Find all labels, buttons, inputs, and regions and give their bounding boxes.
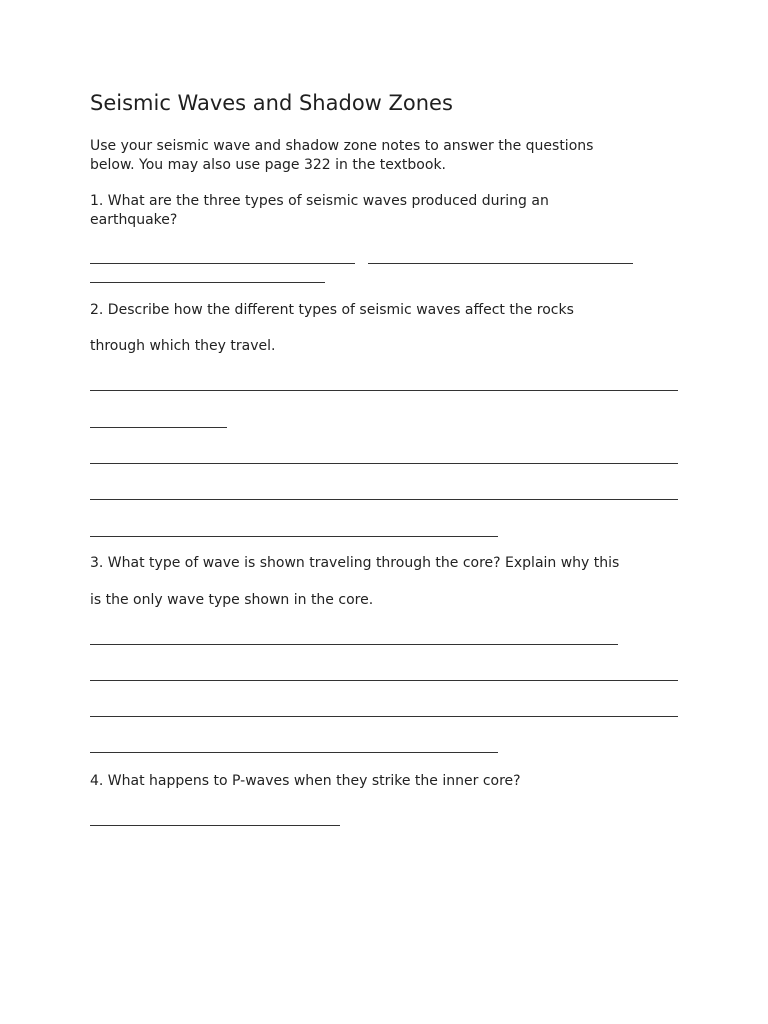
answer-line-q2-e <box>90 536 498 537</box>
answer-line-q1-c <box>90 282 325 283</box>
answer-line-q3-c <box>90 716 678 717</box>
instructions-line-1: Use your seismic wave and shadow zone notes to answer the questions <box>90 138 594 154</box>
answer-line-q2-d <box>90 499 678 500</box>
answer-line-q4-a <box>90 825 340 826</box>
answer-line-q2-c <box>90 463 678 464</box>
question-3-line-1: 3. What type of wave is shown traveling through the core? Explain why this <box>90 555 620 571</box>
page-title: Seismic Waves and Shadow Zones <box>90 91 453 115</box>
answer-line-q3-d <box>90 752 498 753</box>
question-1-line-1: 1. What are the three types of seismic waves produced during an <box>90 193 549 209</box>
answer-line-q2-b <box>90 427 227 428</box>
answer-line-q3-b <box>90 680 678 681</box>
answer-line-q1-b <box>368 263 633 264</box>
question-4-line-1: 4. What happens to P-waves when they strike the inner core? <box>90 773 521 789</box>
answer-line-q2-a <box>90 390 678 391</box>
answer-line-q3-a <box>90 644 618 645</box>
instructions-line-2: below. You may also use page 322 in the textbook. <box>90 157 446 173</box>
question-2-line-1: 2. Describe how the different types of seismic waves affect the rocks <box>90 302 574 318</box>
answer-line-q1-a <box>90 263 355 264</box>
question-2-line-2: through which they travel. <box>90 338 276 354</box>
question-3-line-2: is the only wave type shown in the core. <box>90 592 374 608</box>
question-1-line-2: earthquake? <box>90 212 178 228</box>
